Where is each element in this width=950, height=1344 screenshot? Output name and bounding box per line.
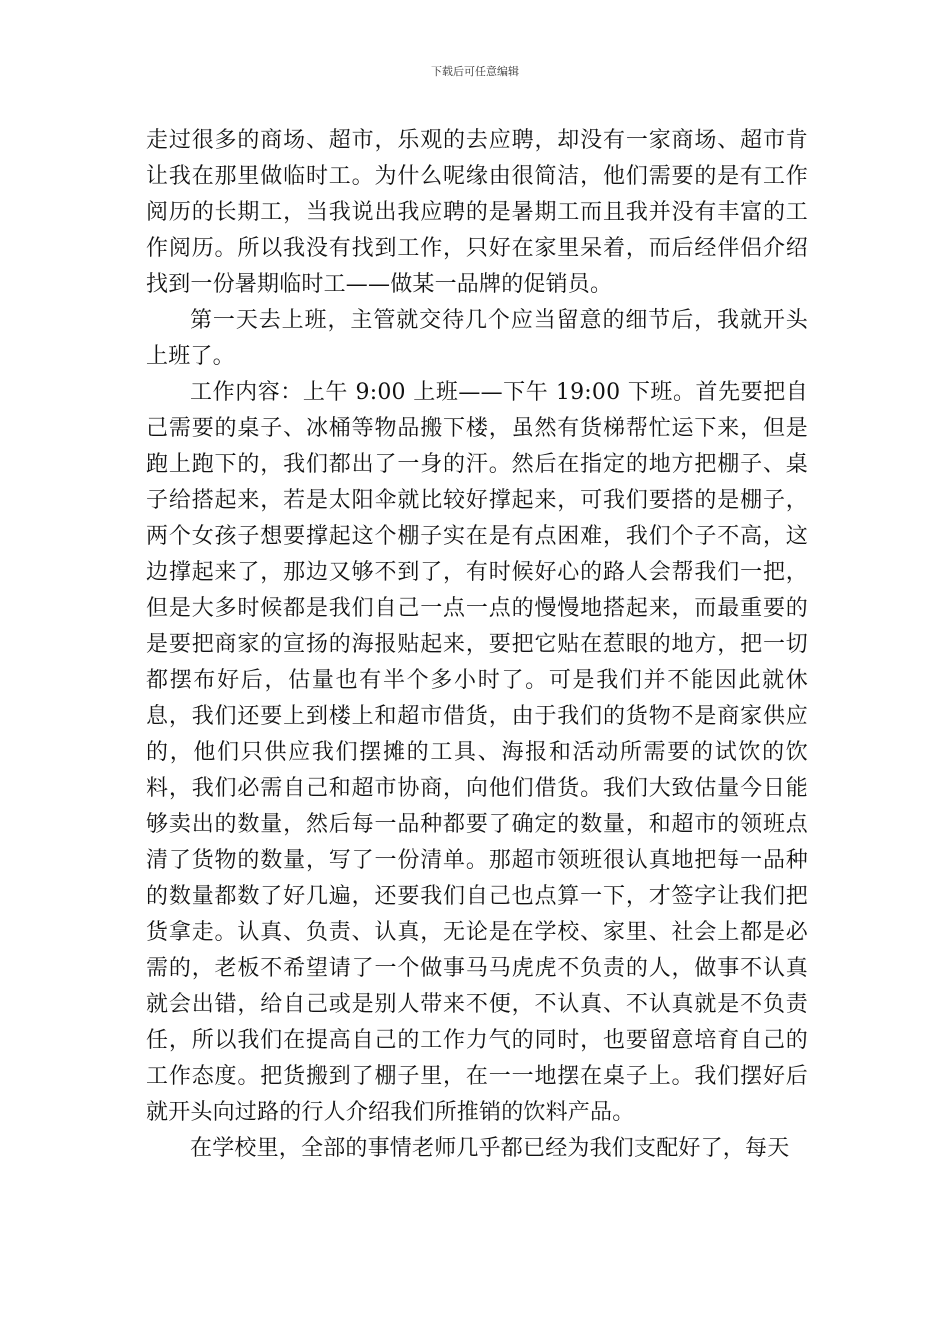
paragraph-2: 第一天去上班，主管就交待几个应当留意的细节后，我就开头上班了。 — [146, 308, 808, 369]
paragraph-1: 走过很多的商场、超市，乐观的去应聘，却没有一家商场、超市肯让我在那里做临时工。为什么呢缘由很简洁，他们需要的是有工作阅历的长期工，当我说出我应聘的是暑期工而且我并没有丰富的工作阅历。所以我没有找到工作，只好在家里呆着，而后经伴侣介绍找到一份暑期临时工——做某一品牌的促销员。 — [146, 128, 808, 297]
document-body — [146, 123, 808, 1167]
page-header: 下载后可任意编辑 — [431, 65, 519, 78]
paragraph-4: 在学校里，全部的事情老师几乎都已经为我们支配好了，每天 — [190, 1136, 790, 1161]
paragraph-3: 工作内容：上午 9:00 上班——下午 19:00 下班。首先要把自己需要的桌子、冰桶等物品搬下楼，虽然有货梯帮忙运下来，但是跑上跑下的，我们都出了一身的汗。然后在指定的地方把棚子、桌子给搭起来，若是太阳伞就比较好撑起来，可我们要搭的是棚子，两个女孩子想要撑起这个棚子实在是有点困难，我们个子不高，这边撑起来了，那边又够不到了，有时候好心的路人会帮我们一把，但是大多时候都是我们自己一点一点的慢慢地搭起来，而最重要的是要把商家的宣扬的海报贴起来，要把它贴在惹眼的地方，把一切都摆布好后，估量也有半个多小时了。可是我们并不能因此就休息，我们还要上到楼上和超市借货，由于我们的货物不是商家供应的，他们只供应我们摆摊的工具、海报和活动所需要的试饮的饮料，我们必需自己和超市协商，向他们借货。我们大致估量今日能够卖出的数量，然后每一品种都要了确定的数量，和超市的领班点清了货物的数量，写了一份清单。那超市领班很认真地把每一品种的数量都数了好几遍，还要我们自己也点算一下，才签字让我们把货拿走。认真、负责、认真，无论是在学校、家里、社会上都是必需的，老板不希望请了一个做事马马虎虎不负责的人，做事不认真就会出错，给自己或是别人带来不便，不认真、不认真就是不负责任，所以我们在提高自己的工作力气的同时，也要留意培育自己的工作态度。把货搬到了棚子里，在一一地摆在桌子上。我们摆好后就开头向过路的行人介绍我们所推销的饮料产品。 — [146, 380, 808, 1125]
